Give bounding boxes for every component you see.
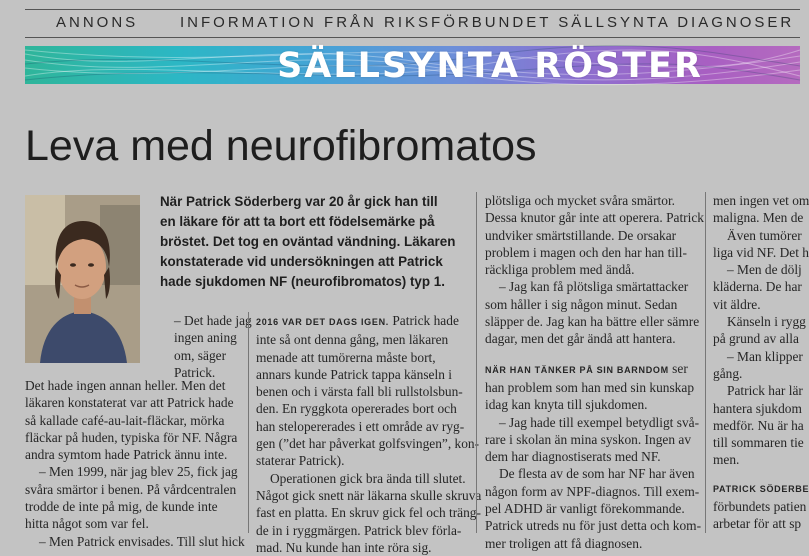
text-line: – Man klipper (727, 348, 803, 364)
text-line: gen (”det har påverkat golfsvingen”, kon- (256, 436, 480, 452)
text-line: liga vid NF. Det h (713, 244, 809, 260)
text-line: maligna. Men de (713, 210, 804, 226)
header-bottom-rule (25, 37, 800, 38)
text-line: – Jag hade till exempel betydligt svå- (499, 414, 700, 430)
text-line: men. (713, 452, 740, 468)
text-line: fläckar på huden, typiska för NF. Några (25, 429, 238, 445)
portrait-illustration (25, 195, 140, 363)
column-2 (256, 312, 482, 555)
text-line: någon form av NPF-diagnos. Till exem- (485, 483, 700, 499)
lead-line: hade sjukdomen NF (neurofibromatos) typ 1. (160, 274, 445, 289)
text-line: benen och i värsta fall bli rullstolsbun- (256, 384, 463, 400)
text-line: rare i skolan än mina syskon. Ingen av (485, 431, 692, 447)
text-line: vit äldre. (713, 296, 761, 312)
text-line: om, säger (174, 347, 227, 363)
text-line: på grund av alla (713, 331, 799, 347)
publisher-line: INFORMATION FRÅN RIKSFÖRBUNDET SÄLLSYNTA DIAGNOSER (180, 14, 795, 31)
text-line: – Det hade jag (174, 313, 252, 328)
text-line: men ingen vet om (713, 193, 809, 208)
text-line: fast en platta. En skruv gick fel och träng- (256, 505, 481, 521)
text-line: inte så ont denna gång, men läkaren (256, 332, 449, 348)
text-line: Patrick hade (392, 313, 459, 328)
text-line: Något gick snett när läkarna skulle skruva (256, 487, 482, 503)
column-1-side-text (160, 312, 252, 380)
text-line: undviker smärtstillande. De orsakar (485, 227, 677, 243)
text-line: Patrick har lär (727, 383, 803, 399)
text-line: staterar Patrick). (256, 453, 345, 469)
portrait-photo (25, 195, 140, 363)
text-line: De flesta av de som har NF har även (499, 466, 695, 482)
text-line: ser (672, 360, 688, 376)
lead-line: När Patrick Söderberg var 20 år gick han till (160, 194, 438, 209)
article-headline: Leva med neurofibromatos (25, 122, 537, 170)
text-line: – Men Patrick envisades. Till slut hick (39, 533, 245, 549)
text-line: – Jag kan få plötsliga smärtattacker (499, 279, 689, 295)
text-line: räckliga problem med ändå. (485, 262, 635, 278)
section-banner (25, 46, 800, 84)
text-line: till sommaren tie (713, 435, 804, 451)
text-line: dagar, men det går ändå att hantera. (485, 331, 676, 347)
text-line: idag kan knyta till sjukdomen. (485, 397, 648, 413)
column-divider (248, 312, 249, 533)
text-line: som håller i sig någon minut. Sedan (485, 296, 678, 312)
text-line: arbetar för att sp (713, 516, 802, 532)
text-line: de in i ryggmärgen. Patrick blev förla- (256, 522, 462, 538)
text-line: menade att tumörerna måste bort, (256, 349, 436, 365)
text-line: förbundets patien (713, 499, 807, 515)
text-line: han problem som han med sin kunskap (485, 379, 695, 395)
column-1 (25, 377, 250, 549)
text-line: Patrick utreds nu för just detta och kom- (485, 518, 702, 534)
text-line: mad. Nu kunde han inte röra sig. (256, 539, 432, 555)
banner-title: SÄLLSYNTA RÖSTER (277, 46, 703, 86)
text-line: Patrick. (174, 364, 216, 380)
header-top-rule (25, 9, 800, 10)
text-line: Även tumörer (727, 227, 802, 243)
text-line: den. En ryggkota opererades bort och (256, 401, 457, 417)
text-line: andra symtom hade Patrick ännu inte. (25, 447, 228, 463)
text-line: – Men de dölj (727, 262, 802, 278)
text-line: Dessa knutor går inte att operera. Patrick (485, 210, 705, 226)
lead-line: en läkare för att ta bort ett födelsemärke på (160, 214, 435, 229)
column-divider (476, 192, 477, 533)
text-line: hitta något som var fel. (25, 516, 149, 532)
text-line: mer troligen att få diagnosen. (485, 535, 643, 551)
text-line: trodde de inte på mig, de kunde inte (25, 499, 218, 515)
text-line: släpper de. Jag kan ha bättre eller sämre (485, 314, 700, 330)
text-line: kläderna. De har (713, 279, 802, 295)
column-4-subhead: PATRICK SÖDERBE (713, 483, 809, 494)
text-line: problem i magen och den har han till- (485, 244, 687, 260)
lead-line: bröstet. Det tog en oväntad vändning. Läkaren (160, 234, 456, 249)
text-line: Känseln i rygg (727, 314, 806, 330)
text-line: – Men 1999, när jag blev 25, fick jag (39, 464, 238, 480)
column-divider (705, 192, 706, 533)
column-4 (713, 192, 809, 533)
text-line: annars kunde Patrick tappa känseln i (256, 366, 452, 382)
article-lead (160, 192, 460, 292)
column-3-subhead: NÄR HAN TÄNKER PÅ SIN BARNDOM (485, 364, 669, 375)
column-3 (485, 192, 705, 551)
text-line: han stelopererades i ett område av ryg- (256, 418, 465, 434)
text-line: ingen aning (174, 330, 237, 346)
text-line: dem har diagnostiserats med NF. (485, 449, 661, 465)
ad-label: ANNONS (56, 14, 139, 31)
text-line: Det hade ingen annan heller. Men det (25, 378, 226, 393)
lead-line: konstaterade vid undersökningen att Patrick (160, 254, 443, 269)
text-line: gång. (713, 365, 743, 381)
text-line: så kallade café-au-lait-fläckar, mörka (25, 412, 225, 428)
text-line: plötsliga och mycket svåra smärtor. (485, 193, 676, 208)
text-line: läkaren konstaterat var att Patrick hade (25, 395, 234, 411)
text-line: svåra smärtor i benen. På vårdcentralen (25, 481, 237, 497)
text-line: Operationen gick bra ända till slutet. (270, 470, 466, 486)
text-line: pel ADHD är vanligt förekommande. (485, 501, 685, 517)
text-line: hantera sjukdom (713, 400, 802, 416)
ad-header-bar (0, 0, 800, 38)
column-2-subhead: 2016 VAR DET DAGS IGEN. (256, 317, 389, 327)
text-line: medför. Nu är ha (713, 417, 804, 433)
